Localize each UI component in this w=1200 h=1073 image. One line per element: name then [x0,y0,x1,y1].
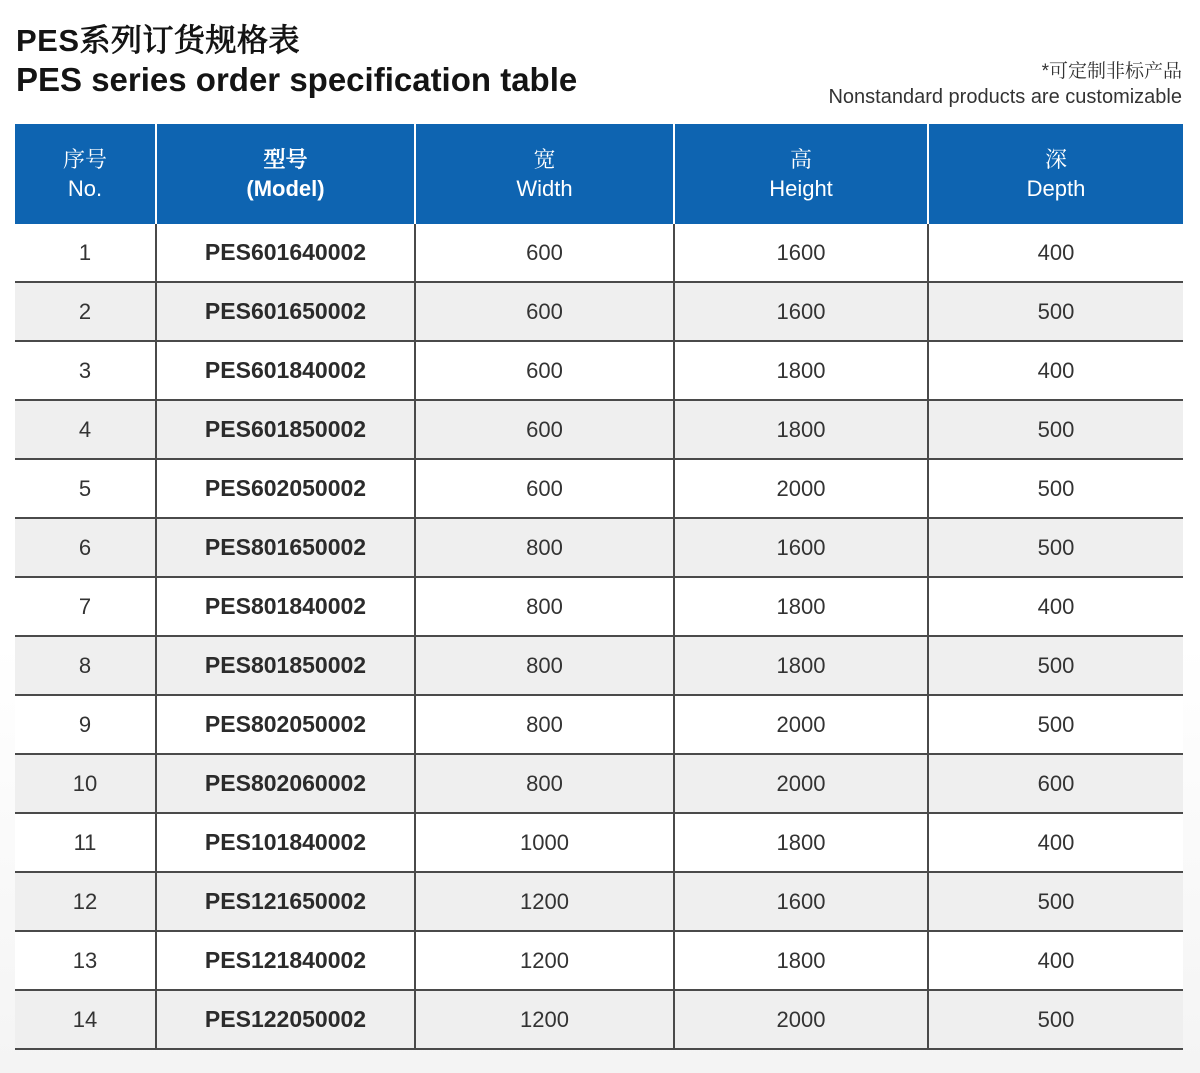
table-row [15,282,1183,341]
table-row [15,872,1183,931]
cell-model: PES601850002 [156,400,415,459]
table-row [15,518,1183,577]
cell-height: 2000 [674,754,928,813]
cell-height: 2000 [674,990,928,1049]
cell-height: 1600 [674,282,928,341]
cell-no: 4 [15,400,156,459]
header-model [156,124,415,224]
header-model-en: (Model) [246,176,325,201]
cell-no: 14 [15,990,156,1049]
cell-depth: 500 [928,518,1183,577]
table-header-row [15,124,1183,224]
cell-width: 600 [415,224,674,282]
cell-width: 600 [415,282,674,341]
cell-width: 800 [415,577,674,636]
cell-model: PES601640002 [156,224,415,282]
header-depth-en: Depth [1026,176,1086,201]
cell-depth: 400 [928,224,1183,282]
cell-depth: 500 [928,636,1183,695]
header-depth [928,124,1183,224]
header-no-cn: 序号 [62,147,107,172]
cell-height: 1600 [674,872,928,931]
cell-no: 6 [15,518,156,577]
cell-model: PES602050002 [156,459,415,518]
cell-depth: 500 [928,872,1183,931]
cell-model: PES601840002 [156,341,415,400]
cell-model: PES801650002 [156,518,415,577]
cell-depth: 400 [928,813,1183,872]
cell-model: PES801840002 [156,577,415,636]
table-row [15,813,1183,872]
cell-width: 1200 [415,990,674,1049]
cell-no: 5 [15,459,156,518]
cell-height: 1800 [674,636,928,695]
cell-height: 1800 [674,931,928,990]
cell-depth: 500 [928,282,1183,341]
cell-height: 1600 [674,224,928,282]
cell-no: 1 [15,224,156,282]
table-row [15,341,1183,400]
specification-table [15,124,1183,1050]
cell-no: 12 [15,872,156,931]
cell-no: 10 [15,754,156,813]
cell-model: PES601650002 [156,282,415,341]
cell-no: 11 [15,813,156,872]
table-row [15,990,1183,1049]
header-width [415,124,674,224]
cell-height: 2000 [674,459,928,518]
table-row [15,695,1183,754]
cell-model: PES121650002 [156,872,415,931]
cell-width: 600 [415,400,674,459]
cell-depth: 500 [928,459,1183,518]
cell-model: PES802050002 [156,695,415,754]
cell-height: 2000 [674,695,928,754]
cell-height: 1800 [674,577,928,636]
note-english: Nonstandard products are customizable [828,86,1182,108]
cell-no: 2 [15,282,156,341]
cell-no: 9 [15,695,156,754]
title-english: PES series order specification table [16,61,578,98]
cell-no: 13 [15,931,156,990]
cell-no: 3 [15,341,156,400]
cell-width: 600 [415,459,674,518]
cell-width: 1200 [415,931,674,990]
cell-width: 1000 [415,813,674,872]
cell-width: 800 [415,754,674,813]
header-no-en: No. [67,176,103,201]
cell-height: 1800 [674,341,928,400]
cell-width: 800 [415,636,674,695]
cell-width: 800 [415,518,674,577]
cell-height: 1800 [674,400,928,459]
title-chinese: PES系列订货规格表 [16,23,301,58]
title-block [16,22,577,100]
table-row [15,224,1183,282]
cell-width: 800 [415,695,674,754]
cell-depth: 400 [928,341,1183,400]
cell-depth: 600 [928,754,1183,813]
cell-model: PES801850002 [156,636,415,695]
header-no [15,124,156,224]
cell-height: 1800 [674,813,928,872]
cell-depth: 400 [928,577,1183,636]
cell-model: PES101840002 [156,813,415,872]
table-row [15,400,1183,459]
customization-note [828,60,1182,110]
header-height [674,124,928,224]
table-row [15,459,1183,518]
cell-model: PES121840002 [156,931,415,990]
cell-model: PES802060002 [156,754,415,813]
cell-depth: 500 [928,695,1183,754]
header-width-en: Width [516,176,573,201]
header-width-cn: 宽 [533,147,556,172]
table-row [15,577,1183,636]
table-row [15,754,1183,813]
header-depth-cn: 深 [1044,147,1067,172]
cell-no: 8 [15,636,156,695]
cell-depth: 400 [928,931,1183,990]
note-chinese: *可定制非标产品 [1041,61,1182,82]
cell-no: 7 [15,577,156,636]
cell-model: PES122050002 [156,990,415,1049]
table-row [15,636,1183,695]
cell-depth: 500 [928,400,1183,459]
cell-width: 600 [415,341,674,400]
table-row [15,931,1183,990]
header-height-cn: 高 [789,147,812,172]
cell-width: 1200 [415,872,674,931]
cell-height: 1600 [674,518,928,577]
header-model-cn: 型号 [263,147,308,172]
header-height-en: Height [769,176,833,201]
cell-depth: 500 [928,990,1183,1049]
